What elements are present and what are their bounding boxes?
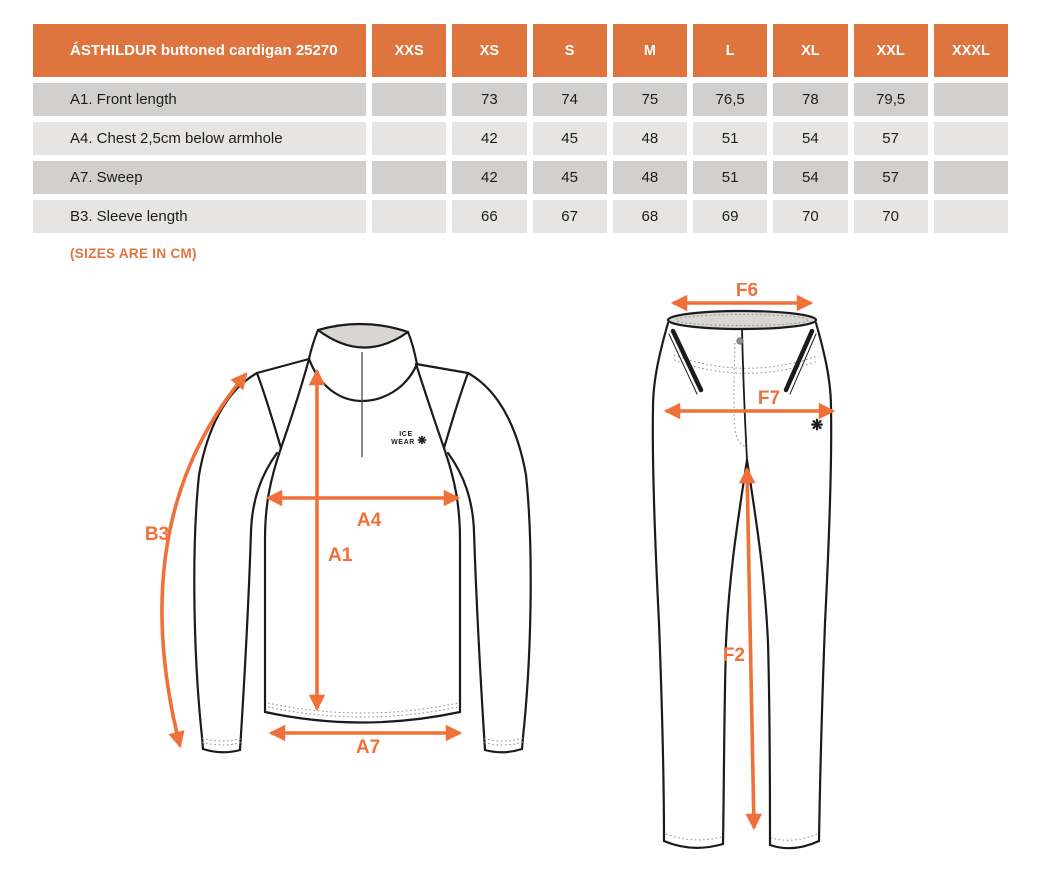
measurement-label: A4. Chest 2,5cm below armhole — [33, 122, 366, 155]
size-col-header-l: L — [693, 24, 767, 77]
size-col-header-xxxl: XXXL — [934, 24, 1008, 77]
left-pocket-opening — [673, 331, 701, 390]
size-value-cell: 57 — [854, 161, 928, 194]
table-title: ÁSTHILDUR buttoned cardigan 25270 — [33, 24, 366, 77]
size-value-cell: 48 — [613, 122, 687, 155]
waist-button — [737, 338, 743, 344]
size-value-cell: 78 — [773, 83, 847, 116]
size-col-header-xxl: XXL — [854, 24, 928, 77]
size-value-cell: 70 — [773, 200, 847, 233]
size-value-cell: 76,5 — [693, 83, 767, 116]
sizes-unit-note: (SIZES ARE IN CM) — [70, 246, 197, 261]
measurement-arrows — [145, 371, 460, 758]
size-value-cell: 75 — [613, 83, 687, 116]
size-value-cell: 45 — [533, 161, 607, 194]
logo-text-ice: ICE — [399, 431, 413, 438]
right-pocket-opening — [786, 331, 812, 390]
size-value-cell — [372, 83, 446, 116]
size-value-cell: 54 — [773, 122, 847, 155]
pants-outline — [653, 311, 831, 848]
arrow-b3 — [162, 374, 246, 746]
measurement-label: A7. Sweep — [33, 161, 366, 194]
pants-front-diagram — [640, 283, 870, 883]
size-col-header-m: M — [613, 24, 687, 77]
size-value-cell: 69 — [693, 200, 767, 233]
size-value-cell: 51 — [693, 122, 767, 155]
waist-opening — [668, 311, 816, 329]
snowflake-icon: ❋ — [417, 435, 427, 447]
size-value-cell: 79,5 — [854, 83, 928, 116]
size-value-cell: 74 — [533, 83, 607, 116]
size-value-cell — [934, 83, 1008, 116]
label-f7: F7 — [757, 388, 781, 409]
size-value-cell — [934, 122, 1008, 155]
brand-logo — [391, 431, 427, 447]
size-value-cell — [372, 161, 446, 194]
size-value-cell — [934, 161, 1008, 194]
size-value-cell: 48 — [613, 161, 687, 194]
label-a1: A1 — [328, 545, 353, 566]
measurement-label: A1. Front length — [33, 83, 366, 116]
size-value-cell: 54 — [773, 161, 847, 194]
collar-inner — [318, 324, 408, 348]
size-value-cell — [934, 200, 1008, 233]
size-value-cell: 67 — [533, 200, 607, 233]
label-a4: A4 — [356, 510, 382, 531]
measurement-label: B3. Sleeve length — [33, 200, 366, 233]
size-value-cell: 42 — [452, 161, 526, 194]
logo-text-wear: WEAR — [391, 439, 415, 446]
size-table — [33, 24, 1008, 233]
size-value-cell: 57 — [854, 122, 928, 155]
size-value-cell: 51 — [693, 161, 767, 194]
label-f6: F6 — [735, 283, 759, 301]
label-a7: A7 — [355, 737, 381, 758]
arrow-f2 — [747, 469, 754, 828]
size-value-cell: 45 — [533, 122, 607, 155]
size-value-cell: 66 — [452, 200, 526, 233]
size-col-header-xl: XL — [773, 24, 847, 77]
size-value-cell: 68 — [613, 200, 687, 233]
size-col-header-s: S — [533, 24, 607, 77]
label-f2: F2 — [722, 645, 745, 666]
size-value-cell: 70 — [854, 200, 928, 233]
label-b3: B3 — [144, 524, 170, 545]
size-col-header-xs: XS — [452, 24, 526, 77]
size-value-cell — [372, 122, 446, 155]
size-value-cell: 73 — [452, 83, 526, 116]
cardigan-outline — [194, 324, 530, 752]
size-col-header-xxs: XXS — [372, 24, 446, 77]
cardigan-front-diagram — [95, 290, 565, 780]
size-value-cell — [372, 200, 446, 233]
size-value-cell: 42 — [452, 122, 526, 155]
snowflake-icon: ❋ — [810, 417, 824, 434]
